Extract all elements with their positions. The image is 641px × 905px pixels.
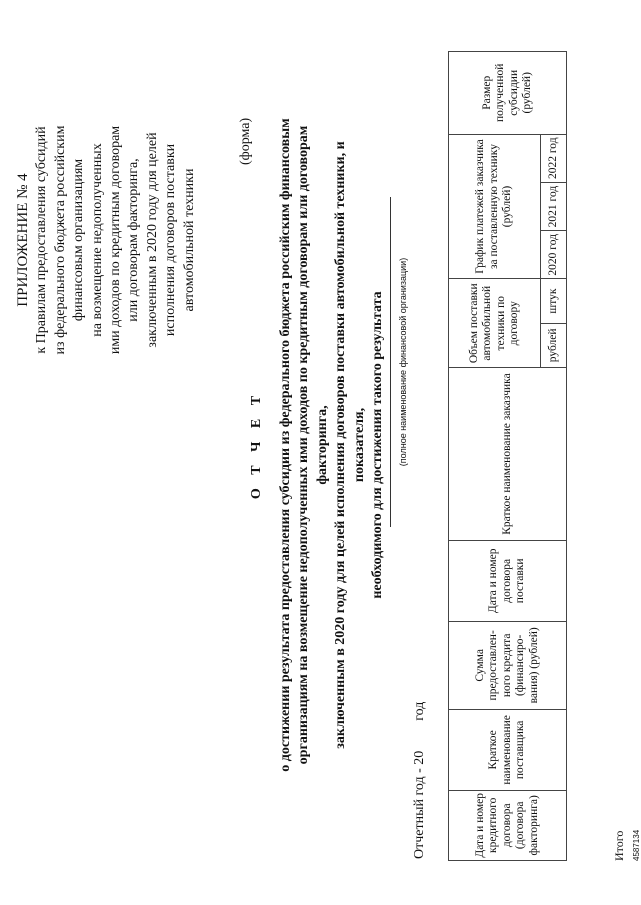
form-label: (форма) bbox=[238, 117, 253, 165]
header-supply-contract: Дата и номер договора поставки bbox=[449, 541, 567, 621]
report-title-line: необходимого для достижения такого результата bbox=[370, 291, 385, 599]
appendix-block bbox=[14, 30, 199, 450]
appendix-line: или договорам факторинга, bbox=[126, 158, 142, 322]
header-supplier: Краткое наименование поставщика bbox=[449, 710, 567, 790]
report-title-line: заключенным в 2020 году для целей исполнения договоров поставки автомобильной техники, и показателя, bbox=[333, 141, 367, 749]
appendix-line: на возмещение недополученных bbox=[89, 143, 105, 337]
header-year-2020: 2020 год bbox=[541, 231, 567, 279]
reporting-year-label: Отчетный год - 20 bbox=[412, 750, 427, 859]
header-supply-volume: Объем поставки автомобильной техники по договору bbox=[449, 279, 541, 368]
header-year-2021: 2021 год bbox=[541, 182, 567, 230]
header-credit-contract: Дата и номер кредитного договора (договора факторинга) bbox=[449, 790, 567, 860]
appendix-line: к Правилам предоставления субсидий bbox=[34, 126, 50, 354]
header-customer: Краткое наименование заказчика bbox=[449, 368, 567, 541]
appendix-line: финансовым организациям bbox=[71, 158, 87, 322]
reporting-year-suffix: год bbox=[412, 701, 427, 721]
header-subsidy-amount: Размер полученной субсидии (рублей) bbox=[449, 52, 567, 135]
appendix-line: автомобильной техники bbox=[181, 168, 197, 312]
report-title-line: организациям на возмещение недополученных ими доходов по кредитным договорам или договорам факторинга, bbox=[296, 125, 330, 765]
header-volume-rubles: рублей bbox=[541, 323, 567, 367]
appendix-line: ими доходов по кредитным договорам bbox=[108, 125, 124, 355]
appendix-line: исполнения договоров поставки bbox=[163, 143, 179, 337]
report-title-block bbox=[248, 105, 388, 785]
header-payment-schedule: График платежей заказчика за поставленную технику (рублей) bbox=[449, 134, 541, 279]
reporting-year bbox=[412, 702, 428, 859]
report-title-line: о достижении результата предоставления субсидии из федерального бюджета российским финансовым bbox=[277, 118, 293, 772]
org-name-line bbox=[390, 197, 391, 527]
appendix-title: ПРИЛОЖЕНИЕ № 4 bbox=[15, 173, 31, 307]
appendix-line: из федерального бюджета российским bbox=[52, 125, 68, 355]
total-label: Итого bbox=[612, 830, 626, 861]
header-credit-amount: Сумма предоставлен-ного кредита (финансиро-вания) (рублей) bbox=[449, 621, 567, 710]
report-heading: О Т Ч Е Т bbox=[249, 390, 264, 500]
appendix-line: заключенным в 2020 году для целей bbox=[144, 132, 160, 348]
report-table bbox=[448, 51, 567, 861]
document-serial: 4587134 bbox=[632, 829, 641, 861]
org-name-caption: (полное наименование финансовой организации) bbox=[398, 257, 408, 467]
header-year-2022: 2022 год bbox=[541, 134, 567, 182]
header-volume-units: штук bbox=[541, 279, 567, 323]
